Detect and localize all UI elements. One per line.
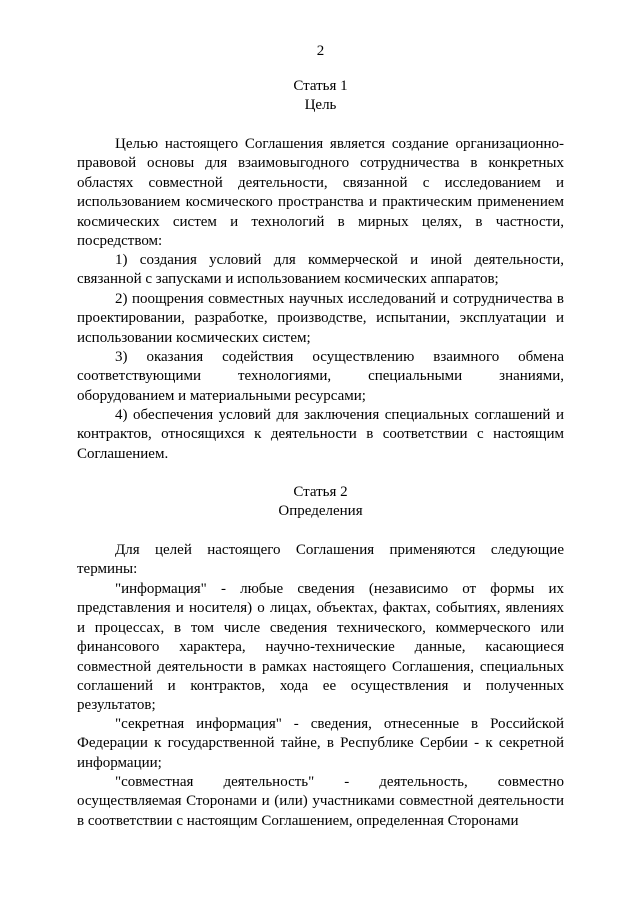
article-1-item-3: 3) оказания содействия осуществлению взаимного обмена соответствующими технологиями, специальными знаниями, оборудованием и материальными ресурсами; xyxy=(77,349,564,404)
article-1-item-2: 2) поощрения совместных научных исследований и сотрудничества в проектировании, разработке, производстве, испытании, эксплуатации и использовании космических систем; xyxy=(77,291,564,346)
article-1-subtitle: Цель xyxy=(304,97,337,113)
article-1-item-1: 1) создания условий для коммерческой и иной деятельности, связанной с запусками и использованием космических аппаратов; xyxy=(77,252,564,288)
page-number: 2 xyxy=(316,43,325,59)
definition-joint-activity: "совместная деятельность" - деятельность, совместно осуществляемая Сторонами и (или) участниками совместной деятельности в соответствии с настоящим Соглашением, определенная Сторонами xyxy=(77,774,564,829)
article-1-intro: Целью настоящего Соглашения является создание организационно-правовой основы для взаимовыгодного сотрудничества в конкретных областях совместной деятельности, связанной с исследованием и использованием космического пространства и практическим применением космических систем и технологий в мирных целях, в частности, посредством: xyxy=(77,136,564,250)
article-2-subtitle: Определения xyxy=(278,503,363,519)
article-2-intro: Для целей настоящего Соглашения применяются следующие термины: xyxy=(77,542,564,578)
definition-information: "информация" - любые сведения (независимо от формы их представления и носителя) о лицах, объектах, фактах, событиях, явлениях и процессах, в том числе сведения технического, коммерческого или финансового характера, научно-технические данные, касающиеся совместной деятельности в рамках настоящего Соглашения, специальных соглашений и контрактов, хода ее осуществления и полученных результатов; xyxy=(77,581,564,714)
article-2-title: Статья 2 xyxy=(293,484,348,500)
article-1-title: Статья 1 xyxy=(293,78,348,94)
article-1-item-4: 4) обеспечения условий для заключения специальных соглашений и контрактов, относящихся к деятельности в соответствии с настоящим Соглашением. xyxy=(77,407,564,462)
definition-secret-information: "секретная информация" - сведения, отнесенные в Российской Федерации к государственной тайне, в Республике Сербии - к секретной информации; xyxy=(77,716,564,771)
